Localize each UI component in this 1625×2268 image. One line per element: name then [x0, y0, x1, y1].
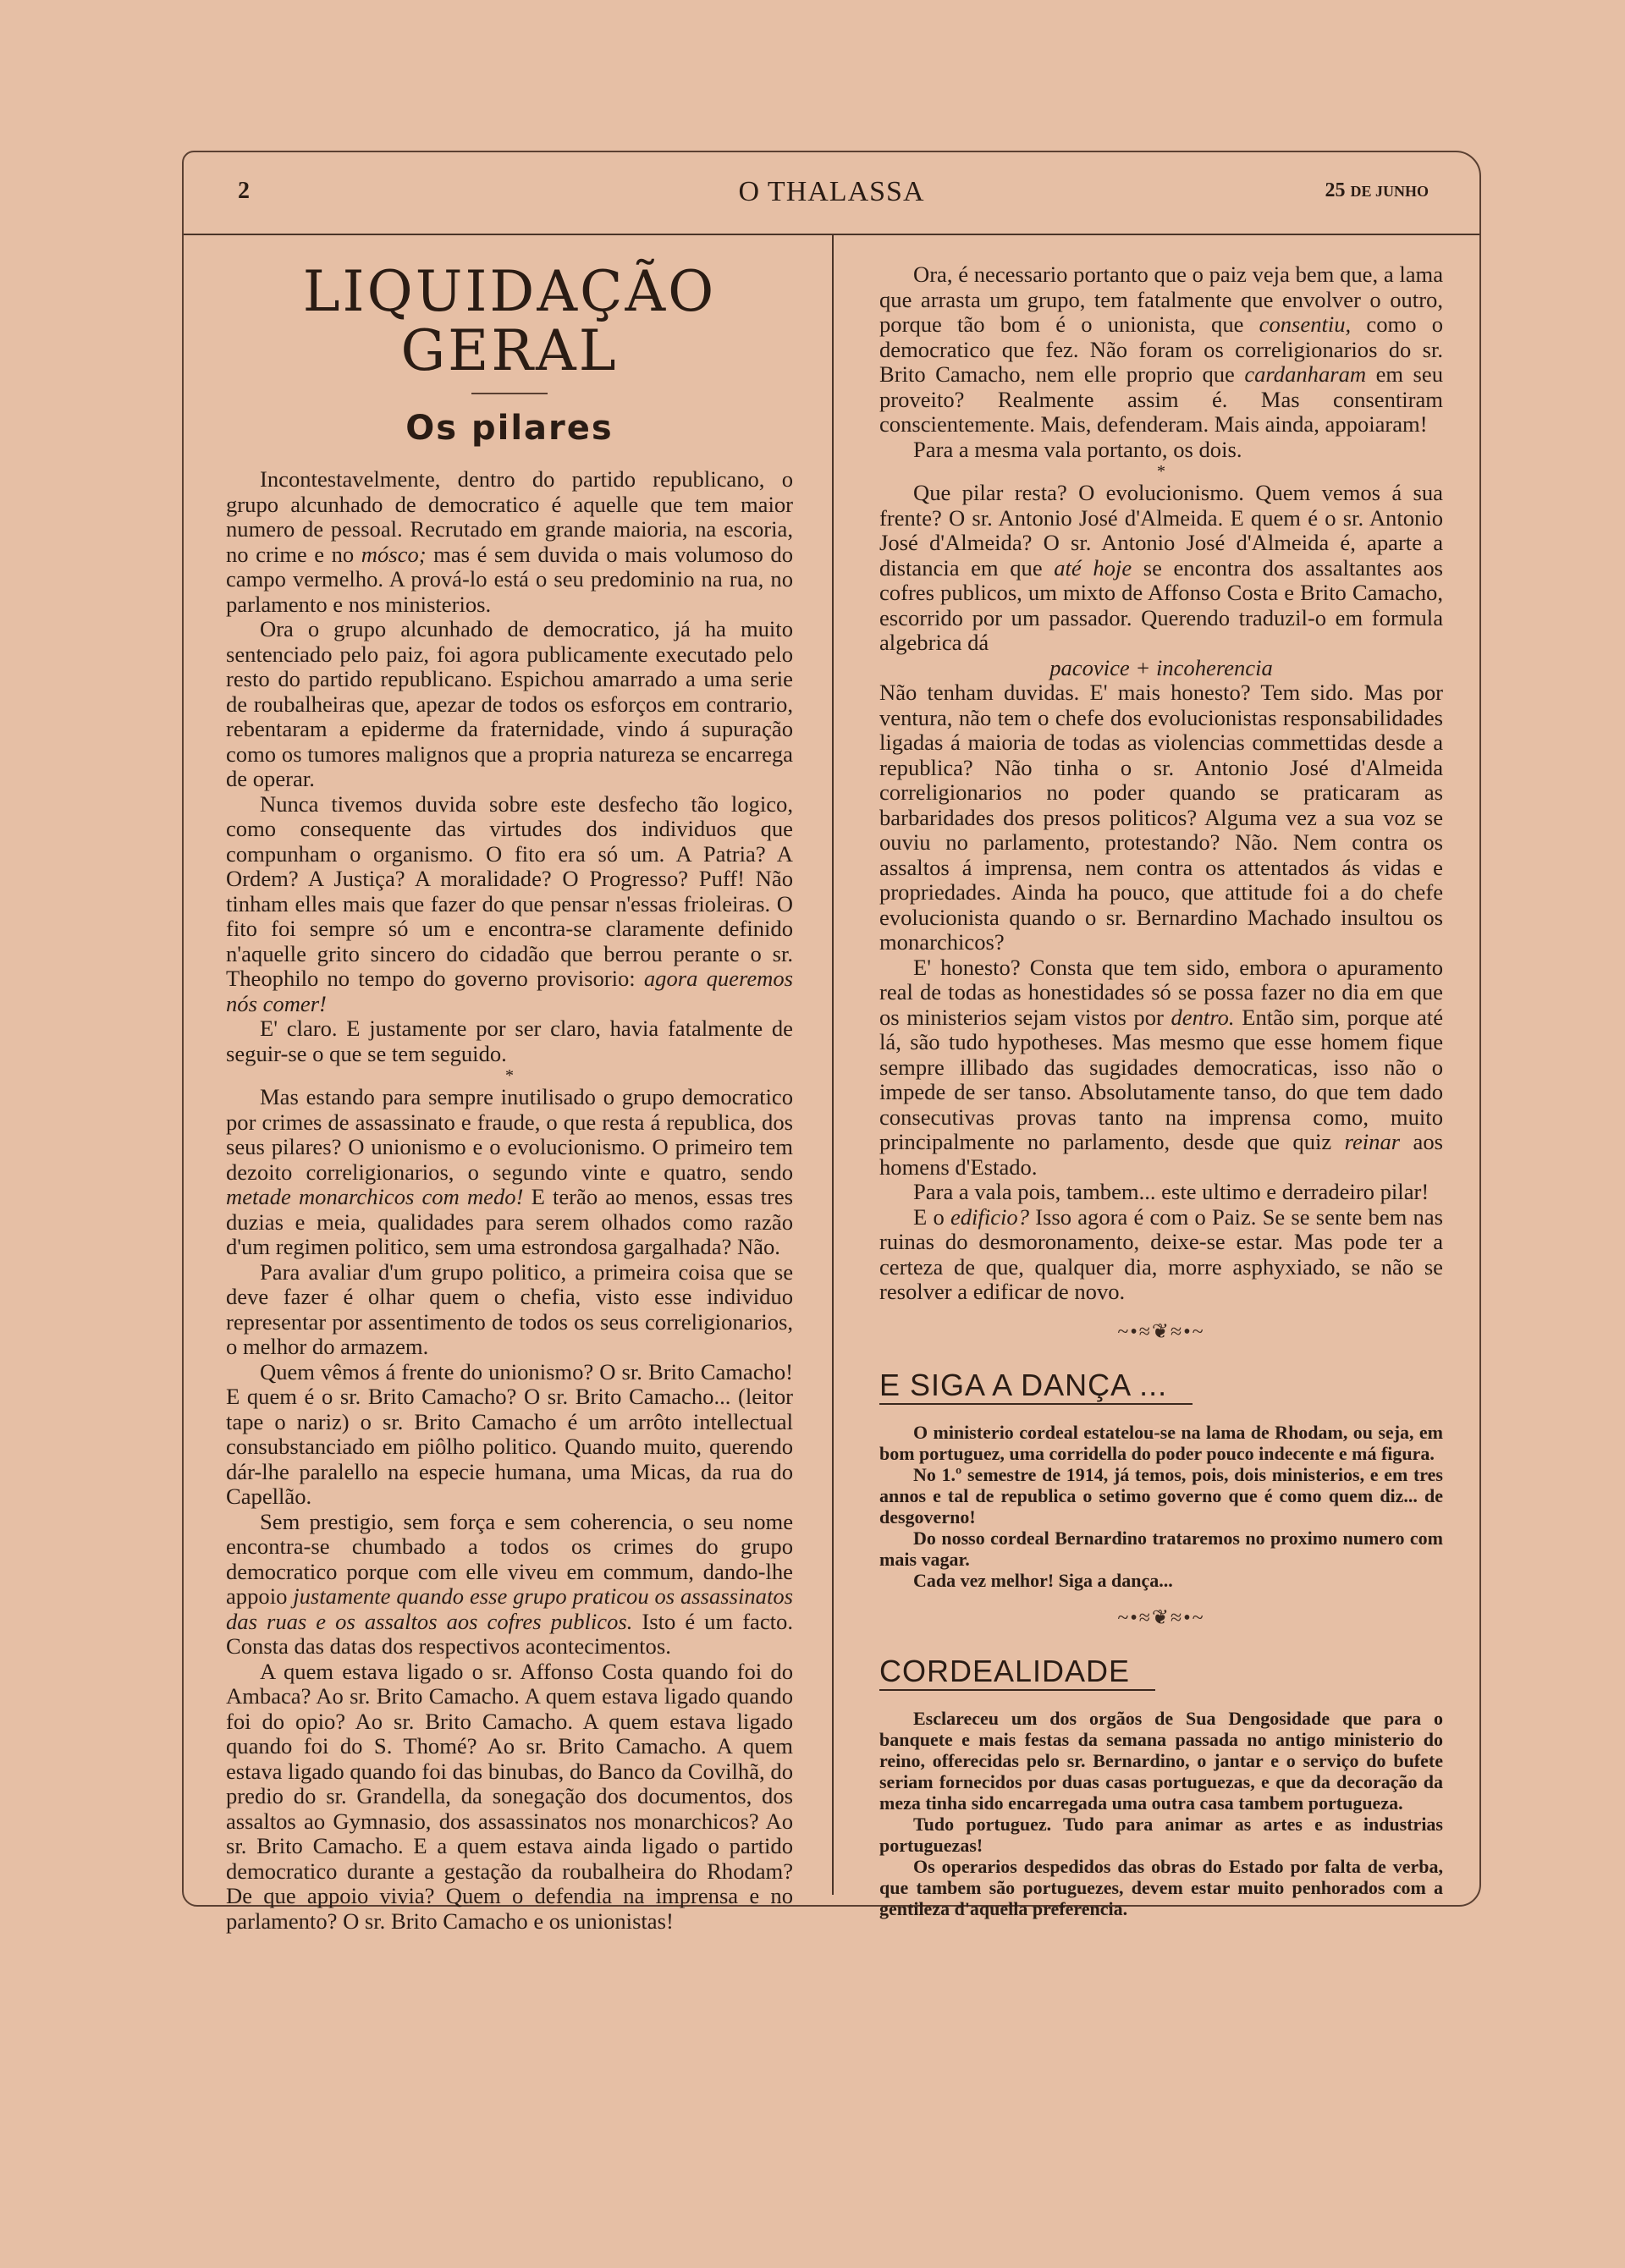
- paragraph: Mas estando para sempre inutilisado o grupo democratico por crimes de assassinato e fraude, o que resta á republica, dos seus pilares? O unionismo e o evolucionismo. O primeiro tem dezoito correligionarios, o segundo vinte e quatro, sendo metade monarchicos com medo! E terão ao menos, essas tres duzias e meia, qualidades para serem olhados como razão d'um regimen politico, sem uma estrondosa gargalhada? Não.: [226, 1084, 793, 1259]
- section-star: *: [505, 1066, 514, 1085]
- section-star: *: [1157, 462, 1165, 481]
- paragraph: Cada vez melhor! Siga a dança...: [913, 1569, 1173, 1591]
- formula: pacovice + incoherencia: [1049, 654, 1273, 680]
- paragraph: E o edificio? Isso agora é com o Paiz. Se se sente bem nas ruinas do desmoronamento, deixe-se estar. Mas pode ter a certeza de que, qualquer dia, morre asphyxiado, se não se resolver a edificar de novo.: [879, 1203, 1443, 1304]
- paragraph: A quem estava ligado o sr. Affonso Costa quando foi do Ambaca? Ao sr. Brito Camacho. A quem estava ligado quando foi do opio? Ao sr. Brito Camacho. A quem estava ligado quando foi do S. Thomé? Ao sr. Brito Camacho. A quem estava ligado quando foi das binubas, do Banco da Covilhã, do predio do sr. Grandella, da sonegação dos documentos, dos assaltos ao Gymnasio, dos assassinatos nos monarchicos? Ao sr. Brito Camacho. E a quem estava ainda ligado o partido democratico durante a gestação da roubalheira do Rhodam? De que appoio vivia? Quem o defendia na imprensa e no parlamento? O sr. Brito Camacho e os unionistas!: [226, 1658, 793, 1934]
- headline: LIQUIDAÇÃO GERAL: [302, 259, 717, 383]
- left-column: [226, 259, 794, 1934]
- paragraph: Quem vêmos á frente do unionismo? O sr. Brito Camacho! E quem é o sr. Brito Camacho? O sr. Brito Camacho... (leitor tape o nariz) o sr. Brito Camacho é um arrôto intellectual consubstanciado em piôlho politico. Quando muito, querendo dár-lhe paralello na especie humana, uma Micas, da rua do Capellão.: [226, 1358, 793, 1509]
- paragraph: E' honesto? Consta que tem sido, embora o apuramento real de todas as honestidades só se possa fazer no dia em que os ministerios sejam vistos por dentro. Então sim, porque até lá, são tudo hypotheses. Mas mesmo que esse homem fique sempre illibado das sugidades democraticas, isso não o impede de ser tanso. Absolutamente tanso, do que tem dado consecutivas provas tanto na imprensa como, muito principalmente no parlamento, desde que quiz reinar aos homens d'Estado.: [879, 954, 1443, 1180]
- paragraph: Ora o grupo alcunhado de democratico, já ha muito sentenciado pelo paiz, foi agora publicamente executado pelo resto do partido republicano. Espichou amarrado a uma serie de roubalheiras que, apezar de todos os esforços em contrario, rebentaram a epiderme da fraternidade, vindo á supuração como os tumores malignos que a propria natureza se encarrega de operar.: [226, 616, 793, 791]
- ornament-divider: ~•≈❦≈•~: [1117, 1320, 1205, 1343]
- paragraph: Não tenham duvidas. E' mais honesto? Tem sido. Mas por ventura, não tem o chefe dos evolucionistas responsabilidades ligadas á maioria de todas as violencias commettidas desde a republica? Não tinha o sr. Antonio José d'Almeida correligionarios no poder quando se praticaram as barbaridades dos presos politicos? Alguma vez a sua voz se ouviu no parlamento, protestando? Não. Nem contra os assaltos á imprensa, nem contra os attentados ás vidas e propriedades. Ainda ha pouco, que attitude foi a do chefe evolucionista quando o sr. Bernardino Machado insultou os monarchicos?: [879, 680, 1443, 955]
- paragraph: O ministerio cordeal estatelou-se na lama de Rhodam, ou seja, em bom portuguez, uma corridella do poder pouco indecente e má figura.: [879, 1421, 1443, 1464]
- ornament-divider: ~•≈❦≈•~: [1117, 1606, 1205, 1629]
- paragraph: Nunca tivemos duvida sobre este desfecho tão logico, como consequente das virtudes dos individuos que compunham o organismo. O fito era só um. A Patria? A Ordem? A Justiça? A moralidade? O Progresso? Puff! Não tinham elles mais que fazer do que pensar n'essas frioleiras. O fito foi sempre só um e encontra-se claramente definido n'aquelle grito sincero do cidadão que berrou perante o sr. Theophilo no tempo do governo provisorio: agora queremos nós comer!: [226, 790, 793, 1016]
- issue-date: 25 DE JUNHO: [1325, 179, 1429, 201]
- paragraph: Para avaliar d'um grupo politico, a primeira coisa que se deve fazer é olhar quem o chefia, visto esse individuo representar por assentimento de todos os seus correligionarios, o melhor do armazem.: [226, 1258, 793, 1359]
- right-column: [879, 262, 1443, 1919]
- paragraph: Tudo portuguez. Tudo para animar as artes e as industrias portuguezas!: [879, 1813, 1443, 1856]
- page-number: 2: [238, 178, 250, 204]
- column-divider: [832, 234, 834, 1895]
- paragraph: Que pilar resta? O evolucionismo. Quem vemos á sua frente? O sr. Antonio José d'Almeida. E quem é o sr. Antonio José d'Almeida? O sr. Antonio José d'Almeida é, aparte a distancia em que até hoje se encontra dos assaltantes aos cofres publicos, um mixto de Affonso Costa e Brito Camacho, escorrido por um passador. Querendo traduzil-o em formula algebrica dá: [879, 480, 1443, 655]
- headline-rule: [471, 393, 548, 394]
- subheadline: Os pilares: [405, 409, 614, 448]
- paragraph: Ora, é necessario portanto que o paiz veja bem que, a lama que arrasta um grupo, tem fatalmente que envolver o outro, porque tão bom é o unionista, que consentiu, como o democratico que fez. Não foram os correligionarios do sr. Brito Camacho, nem elle proprio que cardanharam em seu proveito? Realmente assim é. Mas consentiram conscientemente. Mais, defenderam. Mais ainda, appoiaram!: [879, 261, 1443, 437]
- article-siga-a-danca: [879, 1422, 1443, 1591]
- paragraph: No 1.º semestre de 1914, já temos, pois, dois ministerios, e em tres annos e tal de republica o setimo governo que é como quem diz... de desgoverno!: [879, 1463, 1443, 1528]
- paragraph: Do nosso cordeal Bernardino trataremos no proximo numero com mais vagar.: [879, 1527, 1443, 1570]
- paragraph: Sem prestigio, sem força e sem coherencia, o seu nome encontra-se chumbado a todos os crimes do grupo democratico porque com elle viveu em commum, dando-lhe appoio justamente quando esse grupo praticou os assassinatos das ruas e os assaltos aos cofres publicos. Isto é um facto. Consta das datas dos respectivos acontecimentos.: [226, 1508, 793, 1659]
- paragraph: Incontestavelmente, dentro do partido republicano, o grupo alcunhado de democratico é aquelle que tem maior numero de pessoal. Recrutado em grande maioria, na escoria, no crime e no mósco; mas é sem duvida o mais volumoso do campo vermelho. A prová-lo está o seu predominio na rua, no parlamento e nos ministerios.: [226, 466, 794, 617]
- paragraph: Para a mesma vala portanto, os dois.: [913, 436, 1242, 462]
- paragraph: E' claro. E justamente por ser claro, havia fatalmente de seguir-se o que se tem seguido.: [226, 1016, 793, 1066]
- section-title-siga-a-danca: E SIGA A DANÇA ...: [879, 1368, 1193, 1405]
- paragraph: Para a vala pois, tambem... este ultimo e derradeiro pilar!: [913, 1179, 1429, 1204]
- page-header: [184, 152, 1479, 235]
- paragraph: Esclareceu um dos orgãos de Sua Dengosidade que para o banquete e mais festas da semana passada no antigo ministerio do reino, offerecidas pelo sr. Bernardino, o jantar e o serviço do bufete seriam fornecidos por duas casas portuguezas, e que da decoração da meza tinha sido encarregada uma outra casa tambem portugueza.: [879, 1707, 1443, 1814]
- paragraph: Os operarios despedidos das obras do Estado por falta de verba, que tambem são portuguezes, devem estar muito penhorados com a gentileza d'aquella preferencia.: [879, 1855, 1443, 1919]
- article-cordealidade: [879, 1708, 1443, 1919]
- newspaper-page: [182, 151, 1481, 1934]
- section-title-cordealidade: CORDEALIDADE: [879, 1654, 1155, 1691]
- newspaper-title: O THALASSA: [738, 176, 925, 207]
